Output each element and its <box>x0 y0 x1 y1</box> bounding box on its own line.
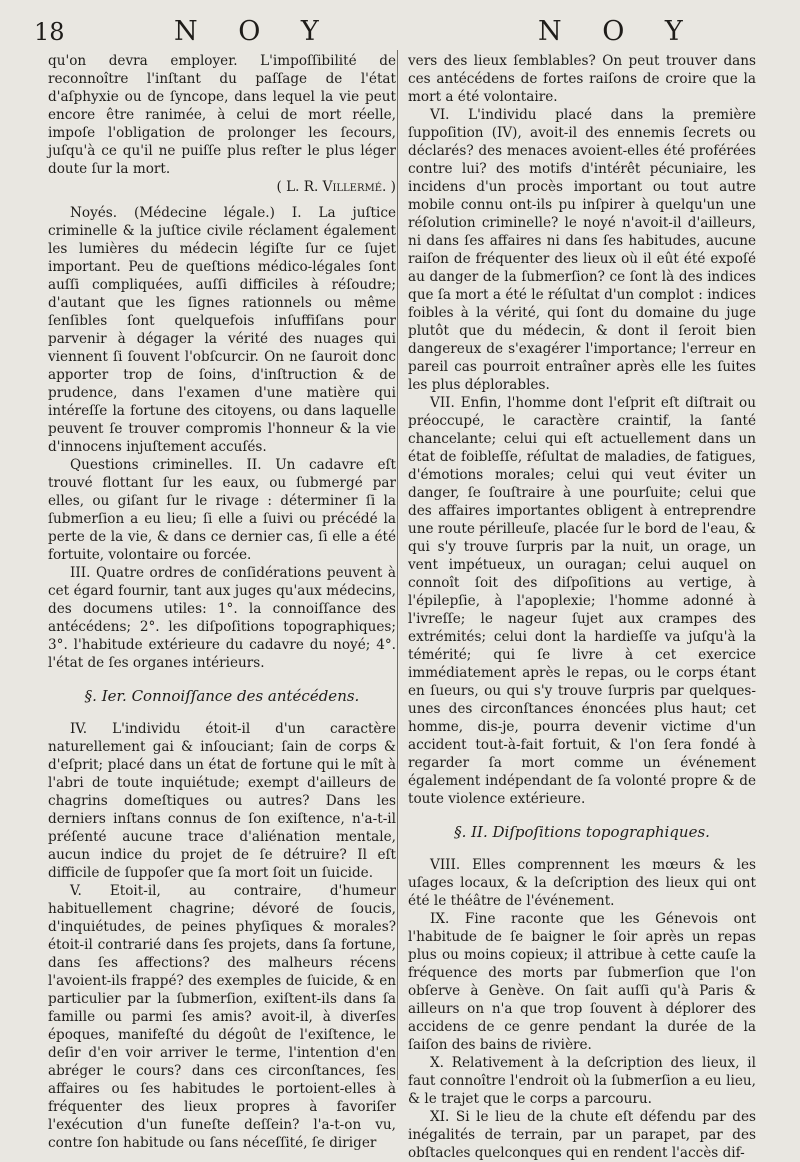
running-head-left: N O Y <box>174 16 335 47</box>
paragraph: vers des lieux ſemblables? On peut trouver dans ces antécédens de fortes raiſons de croire que la mort a été volontaire. <box>408 53 756 105</box>
page-header <box>0 16 800 52</box>
running-head-right: N O Y <box>538 16 699 47</box>
column-divider <box>397 50 398 1080</box>
paragraph: VI. L'individu placé dans la première ſuppoſition (IV), avoit-il des ennemis ſecrets ou déclarés? des menaces avoient-elles été proférées contre lui? des motifs d'intérêt pécuniaire, les incidens d'un procès important ou tout autre mobile connu ont-ils pu inſpirer à quelqu'un une réſolution criminelle? le noyé n'avoit-il d'ailleurs, ni dans ſes affaires ni dans ſes habitudes, aucune raiſon de fréquenter des lieux où il eût été expoſé au danger de la ſubmerſion? ce ſont là des indices que ſa mort a été le réſultat d'un complot : indices foibles à la vérité, qui ſont du domaine du juge plutôt que du médecin, & dont il ſeroit bien dangereux de s'exagérer l'importance; l'erreur en pareil cas pourroit entraîner après elle les ſuites les plus déplorables. <box>408 107 756 393</box>
paragraph: qu'on devra employer. L'impoſſibilité de reconnoître l'inſtant du paſſage de l'état d'aſphyxie ou de ſyncope, dans lequel la vie peut encore être ranimée, à celui de mort réelle, impoſe l'obligation de prolonger les ſecours, juſqu'à ce qu'il ne puiſſe plus reſter le plus léger doute ſur la mort. <box>48 53 396 177</box>
paragraph: VII. Enfin, l'homme dont l'eſprit eſt diſtrait ou préoccupé, le caractère craintif, la ſanté chancelante; celui qui eſt actuellement dans un état de foibleſſe, réſultat de maladies, de fatigues, d'émotions morales; celui qui veut éviter un danger, ſe ſouſtraire à une pourſuite; celui que des affaires importantes obligent à entreprendre une route périlleuſe, placée ſur le bord de l'eau, & qui s'y trouve ſurpris par la nuit, un orage, un vent impétueux, un ouragan; celui auquel on connoît ſoit des diſpoſitions au vertige, à l'épilepſie, à l'apoplexie; l'homme adonné à l'ivreſſe; le nageur ſujet aux crampes des extrémités; celui dont la hardieſſe va juſqu'à la témérité; qui ſe livre à cet exercice immédiatement après le repas, ou le corps étant en ſueurs, ou qui s'y trouve ſurpris par quelques-unes des circonſtances énoncées plus haut; cet homme, dis-je, pourra devenir victime d'un accident tout-à-fait fortuit, & l'on ſera fondé à regarder ſa mort comme un événement également indépendant de ſa volonté propre & de toute violence extérieure. <box>408 395 756 807</box>
right-column <box>408 52 756 1162</box>
paragraph: III. Quatre ordres de conſidérations peuvent à cet égard fournir, tant aux juges qu'aux médecins, des documens utiles: 1°. la connoiſſance des antécédens; 2°. les diſpoſitions topographiques; 3°. l'habitude extérieure du cadavre du noyé; 4°. l'état de ſes organes intérieurs. <box>48 565 396 671</box>
author-signature: ( L. R. Villermé. ) <box>276 179 396 195</box>
left-column <box>48 52 396 1152</box>
page-number: 18 <box>34 18 65 46</box>
paragraph: VIII. Elles comprennent les mœurs & les uſages locaux, & la deſcription des lieux qui ont été le théâtre de l'événement. <box>408 857 756 909</box>
paragraph: Noyés. (Médecine légale.) I. La juſtice criminelle & la juſtice civile réclament également les lumières du médecin légiſte ſur ce ſujet important. Peu de queſtions médico-légales ſont auſſi compliquées, auſſi difficiles à réſoudre; d'autant que les ſignes rationnels ou même ſenſibles ſont quelquefois inſuffiſans pour parvenir à dégager la vérité des nuages qui viennent ſi ſouvent l'obſcurcir. On ne ſauroit donc apporter trop de ſoins, d'inſtruction & de prudence, dans l'examen d'une matière qui intéreſſe la fortune des citoyens, ou dans laquelle peuvent ſe trouver compromis l'honneur & la vie d'innocens injuſtement accuſés. <box>48 205 396 455</box>
paragraph: IX. Fine raconte que les Génevois ont l'habitude de ſe baigner le ſoir après un repas plus ou moins copieux; il attribue à cette cauſe la fréquence des morts par ſubmerſion que l'on obſerve à Genève. On ſait auſſi qu'à Paris & ailleurs on n'a que trop ſouvent à déplorer des accidens de ce genre pendant la durée de la ſaiſon des bains de rivière. <box>408 911 756 1053</box>
paragraph: X. Relativement à la deſcription des lieux, il faut connoître l'endroit où la ſubmerſion a eu lieu, & le trajet que le corps a parcouru. <box>408 1055 756 1107</box>
paragraph: XI. Si le lieu de la chute eſt défendu par des inégalités de terrain, par un parapet, par des obſtacles quelconques qui en rendent l'accès dif- <box>408 1109 756 1161</box>
paragraph: Questions criminelles. II. Un cadavre eſt trouvé flottant ſur les eaux, ou ſubmergé par elles, ou giſant ſur le rivage : déterminer ſi la ſubmerſion a eu lieu; ſi elle a ſuivi ou précédé la perte de la vie, & dans ce dernier cas, ſi elle a été fortuite, volontaire ou forcée. <box>48 457 396 563</box>
section-heading: §. Ier. Connoiſſance des antécédens. <box>84 687 360 705</box>
paragraph: IV. L'individu étoit-il d'un caractère naturellement gai & inſouciant; ſain de corps & d'eſprit; placé dans un état de fortune qui le mît à l'abri de toute inquiétude; exempt d'ailleurs de chagrins domeſtiques ou autres? Dans les derniers inſtans connus de ſon exiſtence, n'a-t-il préſenté aucune trace d'aliénation mentale, aucun indice du projet de ſe détruire? Il eſt difficile de ſuppoſer que ſa mort ſoit un ſuicide. <box>48 721 396 881</box>
paragraph: V. Etoit-il, au contraire, d'humeur habituellement chagrine; dévoré de ſoucis, d'inquiétudes, de peines phyſiques & morales? étoit-il contrarié dans ſes projets, dans ſa fortune, dans ſes affections? des malheurs récens l'avoient-ils frappé? des exemples de ſuicide, & en particulier par la ſubmerſion, exiſtent-ils dans ſa famille ou parmi ſes amis? avoit-il, à diverſes époques, manifeſté du dégoût de l'exiſtence, le deſir d'en voir arriver le terme, l'intention d'en abréger le cours? dans ces circonſtances, ſes affaires ou ſes habitudes le portoient-elles à fréquenter des lieux propres à favoriſer l'exécution d'un funeſte deſſein? l'a-t-on vu, contre ſon habitude ou ſans néceſſité, ſe diriger <box>48 883 396 1151</box>
section-heading: §. II. Diſpoſitions topographiques. <box>454 823 710 841</box>
